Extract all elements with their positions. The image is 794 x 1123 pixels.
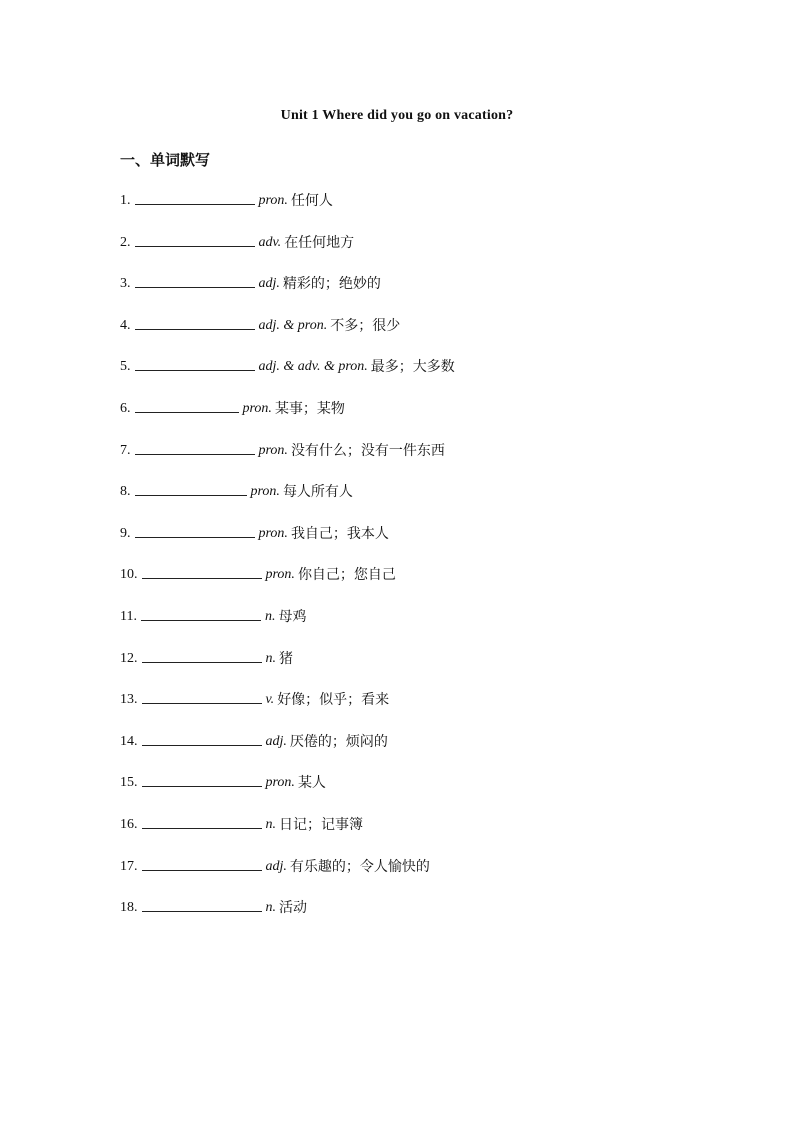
- answer-blank[interactable]: [142, 814, 262, 829]
- vocab-item: [120, 897, 680, 939]
- chinese-meaning: 好像；似乎；看来: [277, 692, 390, 709]
- part-of-speech: adj. & adv. & pron.: [258, 359, 368, 375]
- chinese-meaning: 没有什么；没有一件东西: [290, 442, 445, 459]
- answer-blank[interactable]: [135, 190, 255, 205]
- answer-blank[interactable]: [135, 232, 255, 247]
- answer-blank[interactable]: [142, 689, 262, 704]
- part-of-speech: n.: [265, 900, 276, 916]
- vocab-item: [120, 606, 680, 648]
- part-of-speech: n.: [265, 650, 276, 666]
- answer-blank[interactable]: [142, 731, 262, 746]
- part-of-speech: pron.: [258, 442, 288, 458]
- chinese-meaning: 厌倦的；烦闷的: [289, 733, 388, 750]
- answer-blank[interactable]: [142, 772, 262, 787]
- part-of-speech: adv.: [258, 234, 282, 250]
- section-heading: 一、单词默写: [120, 151, 211, 169]
- item-number: 12.: [120, 650, 138, 666]
- vocab-item: [120, 481, 680, 523]
- answer-blank[interactable]: [135, 440, 255, 455]
- vocab-item: [120, 232, 680, 274]
- answer-blank[interactable]: [135, 356, 255, 371]
- part-of-speech: adj.: [258, 276, 280, 292]
- chinese-meaning: 日记；记事簿: [279, 816, 363, 833]
- item-number: 15.: [120, 775, 138, 791]
- answer-blank[interactable]: [142, 856, 262, 871]
- answer-blank[interactable]: [142, 897, 262, 912]
- item-number: 1.: [120, 193, 131, 208]
- vocab-item: [120, 190, 680, 232]
- vocab-item: [120, 315, 680, 357]
- chinese-meaning: 有乐趣的；令人愉快的: [289, 858, 430, 875]
- answer-blank[interactable]: [135, 481, 247, 496]
- part-of-speech: adj.: [265, 858, 287, 874]
- vocab-item: [120, 273, 680, 315]
- part-of-speech: n.: [264, 608, 276, 624]
- page-title: Unit 1 Where did you go on vacation?: [280, 108, 514, 123]
- item-number: 13.: [120, 692, 138, 708]
- vocab-item: [120, 731, 680, 773]
- part-of-speech: pron.: [265, 775, 295, 791]
- chinese-meaning: 某事；某物: [274, 400, 345, 417]
- item-number: 3.: [120, 276, 131, 292]
- item-number: 5.: [120, 359, 131, 375]
- part-of-speech: v.: [265, 692, 275, 708]
- vocab-item: [120, 689, 680, 731]
- answer-blank[interactable]: [142, 564, 262, 579]
- item-number: 9.: [120, 525, 131, 541]
- chinese-meaning: 任何人: [290, 193, 333, 209]
- part-of-speech: pron.: [265, 567, 295, 583]
- vocab-item: [120, 564, 680, 606]
- answer-blank[interactable]: [135, 273, 255, 288]
- chinese-meaning: 母鸡: [278, 608, 307, 625]
- chinese-meaning: 在任何地方: [284, 234, 355, 251]
- item-number: 6.: [120, 400, 131, 416]
- answer-blank[interactable]: [135, 315, 255, 330]
- part-of-speech: pron.: [258, 193, 288, 208]
- chinese-meaning: 你自己；您自己: [297, 567, 396, 584]
- chinese-meaning: 活动: [279, 900, 307, 917]
- part-of-speech: adj. & pron.: [258, 317, 328, 333]
- vocab-item: [120, 814, 680, 856]
- item-number: 4.: [120, 317, 131, 333]
- item-number: 10.: [120, 567, 138, 583]
- vocab-item: [120, 856, 680, 898]
- item-number: 17.: [120, 858, 138, 874]
- part-of-speech: pron.: [250, 484, 280, 500]
- chinese-meaning: 最多；大多数: [370, 359, 455, 376]
- item-number: 2.: [120, 234, 131, 250]
- answer-blank[interactable]: [135, 398, 239, 413]
- vocab-item: [120, 523, 680, 565]
- part-of-speech: n.: [265, 816, 276, 832]
- item-number: 8.: [120, 484, 131, 500]
- item-number: 7.: [120, 442, 131, 458]
- vocab-item: [120, 398, 680, 440]
- chinese-meaning: 我自己；我本人: [290, 525, 389, 542]
- part-of-speech: adj.: [265, 733, 287, 749]
- answer-blank[interactable]: [141, 606, 261, 621]
- vocab-item: [120, 440, 680, 482]
- chinese-meaning: 每人所有人: [282, 484, 353, 501]
- chinese-meaning: 某人: [297, 775, 326, 792]
- part-of-speech: pron.: [258, 525, 288, 541]
- item-number: 16.: [120, 816, 138, 832]
- vocab-item: [120, 648, 680, 690]
- item-number: 11.: [120, 608, 137, 624]
- chinese-meaning: 精彩的；绝妙的: [282, 276, 381, 293]
- item-number: 18.: [120, 900, 138, 916]
- chinese-meaning: 猪: [279, 650, 293, 667]
- part-of-speech: pron.: [242, 400, 272, 416]
- answer-blank[interactable]: [142, 648, 262, 663]
- vocab-list: [120, 190, 680, 939]
- item-number: 14.: [120, 733, 138, 749]
- chinese-meaning: 不多；很少: [330, 317, 401, 334]
- vocab-item: [120, 772, 680, 814]
- answer-blank[interactable]: [135, 523, 255, 538]
- vocab-item: [120, 356, 680, 398]
